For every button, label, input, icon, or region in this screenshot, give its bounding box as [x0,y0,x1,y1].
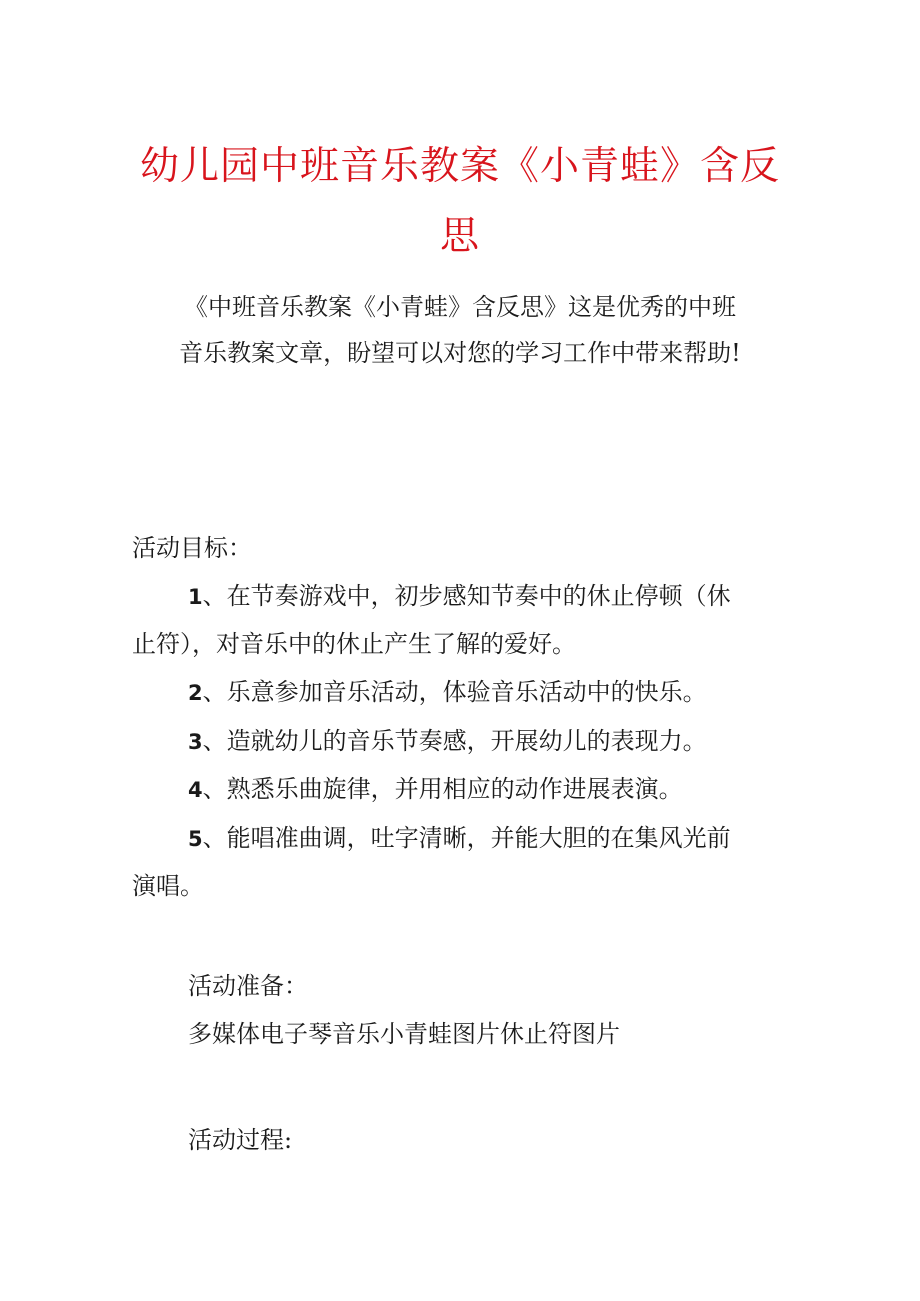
objective-text: 、乐意参加音乐活动，体验音乐活动中的快乐。 [202,678,707,706]
objectives-heading: 活动目标： [132,534,252,562]
preparation-heading: 活动准备： [188,972,308,1000]
title-line-2: 思 [439,214,480,259]
objective-item-2 [188,668,707,717]
objective-number: 1 [188,585,203,609]
objective-item-1-continued: 止符），对音乐中的休止产生了解的爱好。 [132,630,576,658]
title-line-1: 幼儿园中班音乐教案《小青蛙》含反 [139,144,780,189]
objective-item-3 [188,717,707,766]
objective-item-5 [188,814,731,863]
intro-line-2: 音乐教案文章，盼望可以对您的学习工作中带来帮助! [179,339,741,367]
objective-number: 3 [188,730,203,754]
intro-paragraph [120,284,800,376]
objective-text: 、能唱准曲调，吐字清晰，并能大胆的在集风光前 [202,824,731,852]
objective-item-4 [188,765,683,814]
intro-line-1: 《中班音乐教案《小青蛙》含反思》这是优秀的中班 [184,293,736,321]
objective-number: 4 [188,778,203,802]
objective-text: 、在节奏游戏中，初步感知节奏中的休止停顿（休 [202,582,731,610]
objective-item-5-continued: 演唱。 [132,872,204,900]
document-title [120,132,800,272]
preparation-text: 多媒体电子琴音乐小青蛙图片休止符图片 [188,1020,620,1048]
process-heading: 活动过程: [188,1126,293,1154]
objective-text: 、造就幼儿的音乐节奏感，开展幼儿的表现力。 [202,727,707,755]
objective-item-1 [188,572,731,621]
objective-text: 、熟悉乐曲旋律，并用相应的动作进展表演。 [202,775,683,803]
objective-number: 2 [188,681,203,705]
objective-number: 5 [188,827,203,851]
